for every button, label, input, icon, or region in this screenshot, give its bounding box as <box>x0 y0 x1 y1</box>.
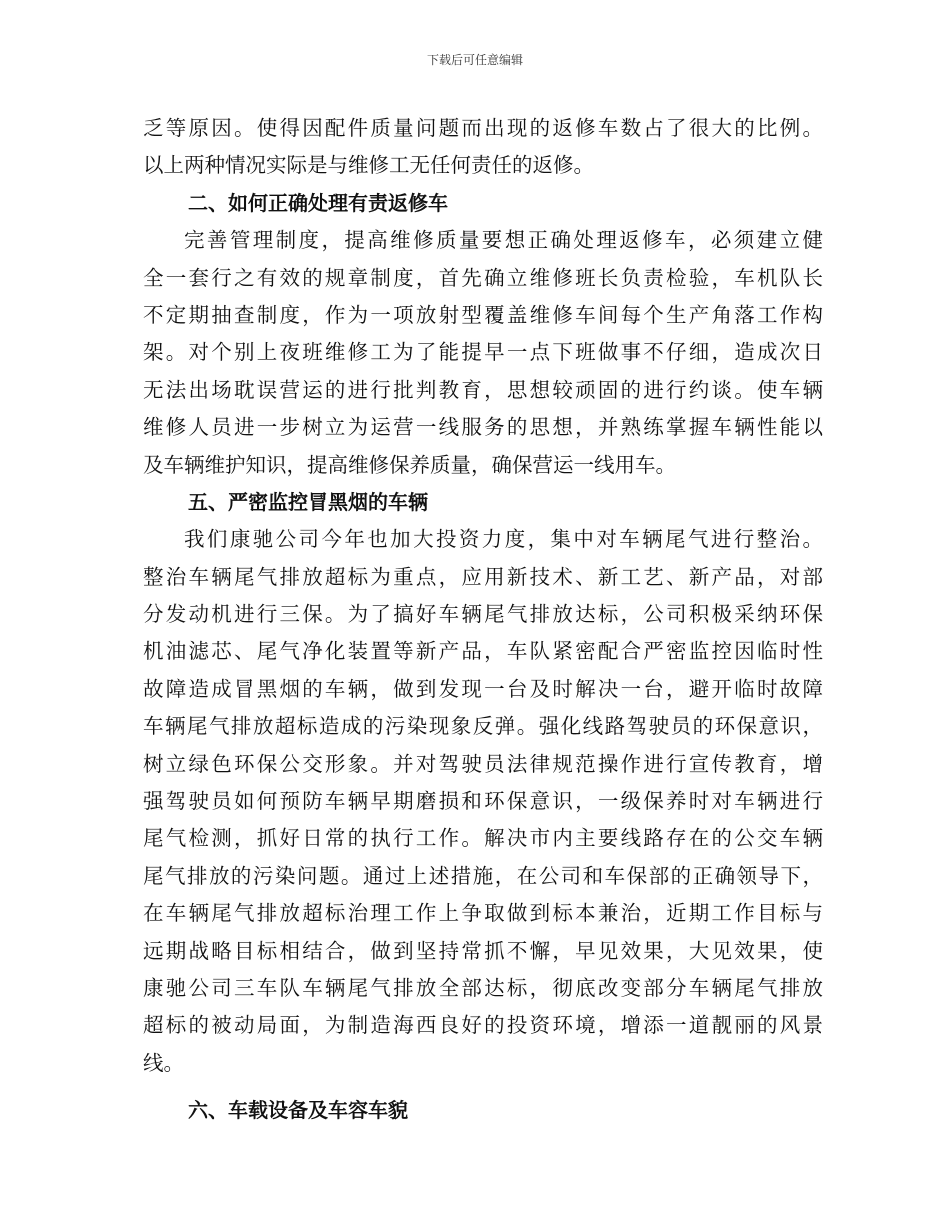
text-line: 车辆尾气排放超标造成的污染现象反弹。强化线路驾驶员的环保意识， <box>143 714 823 739</box>
text-line: 维修人员进一步树立为运营一线服务的思想，并熟练掌握车辆性能以 <box>143 415 823 440</box>
paragraph <box>143 222 823 484</box>
text-line: 及车辆维护知识，提高维修保养质量，确保营运一线用车。 <box>143 452 676 477</box>
text-line: 强驾驶员如何预防车辆早期磨损和环保意识，一级保养时对车辆进行 <box>143 789 823 814</box>
text-line: 线。 <box>143 1050 184 1075</box>
text-line: 无法出场耽误营运的进行批判教育，思想较顽固的进行约谈。使车辆 <box>143 377 823 402</box>
page-header: 下载后可任意编辑 <box>426 53 523 67</box>
text-line: 我们康驰公司今年也加大投资力度，集中对车辆尾气进行整治。 <box>184 527 823 552</box>
section-heading: 二、如何正确处理有责返修车 <box>188 190 448 215</box>
text-line: 树立绿色环保公交形象。并对驾驶员法律规范操作进行宣传教育，增 <box>143 751 823 776</box>
paragraph <box>143 521 823 1082</box>
section-heading: 六、车载设备及车容车貌 <box>188 1098 408 1123</box>
text-line: 架。对个别上夜班维修工为了能提早一点下班做事不仔细，造成次日 <box>143 340 823 365</box>
text-line: 远期战略目标相结合，做到坚持常抓不懈，早见效果，大见效果，使 <box>143 938 823 963</box>
text-line: 全一套行之有效的规章制度，首先确立维修班长负责检验，车机队长 <box>143 265 823 290</box>
text-line: 在车辆尾气排放超标治理工作上争取做到标本兼治，近期工作目标与 <box>143 901 823 926</box>
text-line: 以上两种情况实际是与维修工无任何责任的返修。 <box>143 153 594 178</box>
text-line: 机油滤芯、尾气净化装置等新产品，车队紧密配合严密监控因临时性 <box>143 639 823 664</box>
text-line: 分发动机进行三保。为了搞好车辆尾气排放达标，公司积极采纳环保 <box>143 602 823 627</box>
section-heading: 五、严密监控冒黑烟的车辆 <box>188 489 428 514</box>
text-line: 超标的被动局面，为制造海西良好的投资环境，增添一道靓丽的风景 <box>143 1013 823 1038</box>
text-line: 不定期抽查制度，作为一项放射型覆盖维修车间每个生产角落工作构 <box>143 302 823 327</box>
document-body <box>143 110 823 1130</box>
text-line: 故障造成冒黑烟的车辆，做到发现一台及时解决一台，避开临时故障 <box>143 676 823 701</box>
text-line: 乏等原因。使得因配件质量问题而出现的返修车数占了很大的比例。 <box>143 116 823 140</box>
text-line: 整治车辆尾气排放超标为重点，应用新技术、新工艺、新产品，对部 <box>143 564 823 589</box>
paragraph <box>143 110 823 185</box>
text-line: 尾气排放的污染问题。通过上述措施，在公司和车保部的正确领导下， <box>143 863 823 888</box>
text-line: 完善管理制度，提高维修质量要想正确处理返修车，必须建立健 <box>184 228 823 253</box>
text-line: 尾气检测，抓好日常的执行工作。解决市内主要线路存在的公交车辆 <box>143 826 823 851</box>
text-line: 康驰公司三车队车辆尾气排放全部达标，彻底改变部分车辆尾气排放 <box>143 975 823 1000</box>
